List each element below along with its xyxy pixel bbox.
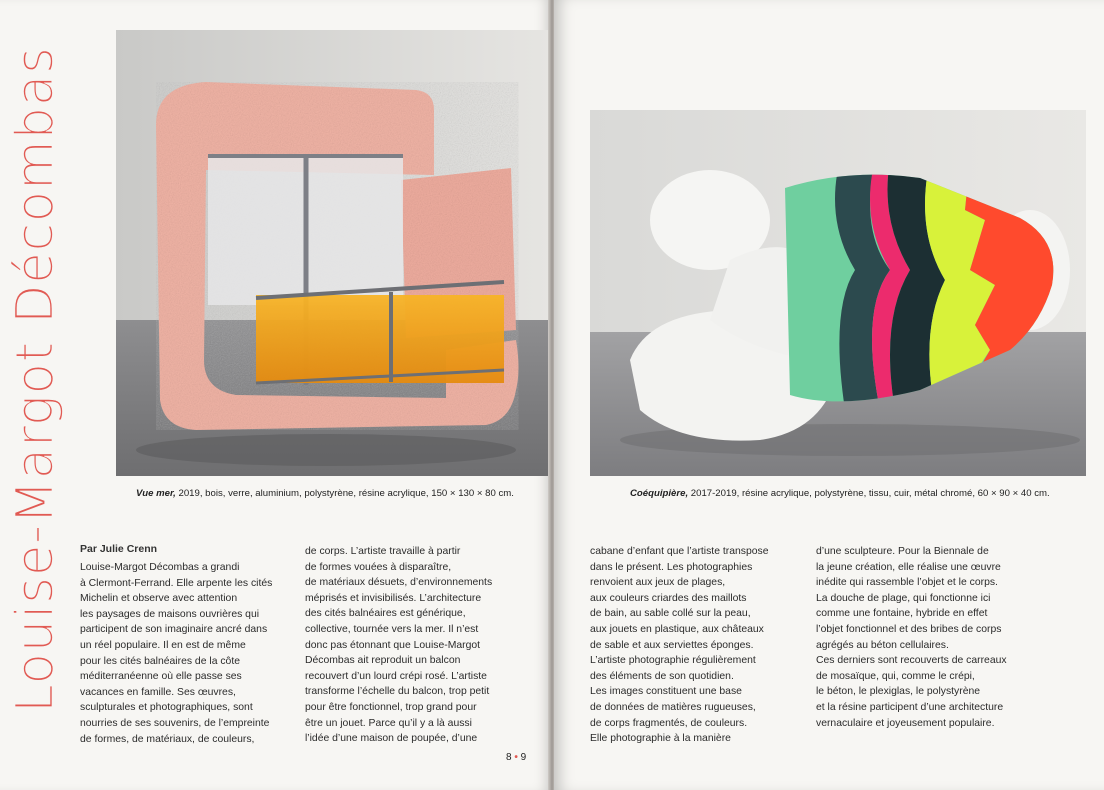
text-line: d’une sculpteure. Pour la Biennale de [816,546,989,557]
artwork-details-right: 2017-2019, résine acrylique, polystyrène, tissu, cuir, métal chromé, 60 × 90 × 40 cm. [688,488,1050,499]
text-line: un réel populaire. Il en est de même [80,639,246,651]
text-line: sculpturales et photographiques, sont [80,702,253,714]
text-column-1 [80,560,272,747]
text-line: de formes vouées à disparaître, [305,561,452,573]
text-line: de corps fragmentés, de couleurs. [590,717,748,729]
caption-left [136,488,514,499]
page-separator-dot: • [514,752,518,763]
artwork-title-left: Vue mer, [136,488,176,499]
text-line: Elle photographie à la manière [590,733,731,745]
left-page [0,0,550,790]
text-line: vacances en famille. Ses œuvres, [80,686,236,698]
text-line: nourries de ses souvenirs, de l’empreinte [80,717,270,729]
text-line: de formes, de matériaux, de couleurs, [80,733,255,745]
text-line: des éléments de son quotidien. [590,670,734,682]
text-line: comme une fontaine, hybride en effet [816,608,988,620]
text-line: les paysages de maisons ouvrières qui [80,608,260,620]
text-line: transforme l’échelle du balcon, trop petit [305,686,490,698]
artist-name-vertical-title: Louise-Margot Décombas [5,45,65,713]
text-line: Michelin et observe avec attention [80,593,238,605]
text-column-3 [590,544,769,747]
text-line: de bain, au sable collé sur la peau, [590,608,751,620]
text-line: de données de matières rugueuses, [590,701,756,713]
text-line: aux couleurs criardes des maillots [590,592,747,604]
text-line: Les images constituent une base [590,686,742,698]
text-line: donc pas étonnant que Louise-Margot [305,639,481,651]
text-line: La douche de plage, qui fonctionne ici [816,592,991,604]
artwork-details-left: 2019, bois, verre, aluminium, polystyrène, résine acrylique, 150 × 130 × 80 cm. [175,488,514,499]
text-line: Ces derniers sont recouverts de carreaux [816,655,1007,667]
page-number-left: 8 [506,752,512,763]
text-line: le béton, le plexiglas, le polystyrène [816,686,981,698]
text-line: pour être fonctionnel, trop grand pour [305,701,477,713]
text-line: recouvert d’un lourd crépi rosé. L’artiste [305,670,487,682]
caption-right [630,488,1050,499]
byline: Par Julie Crenn [80,543,158,555]
text-line: pour les cités balnéaires de la côte [80,655,240,667]
text-line: de matériaux désuets, d’environnements [305,577,493,589]
text-line: Décombas ait reproduit un balcon [305,655,461,667]
text-line: Louise-Margot Décombas a grandi [80,562,240,573]
text-line: participent de son imaginaire ancré dans [80,624,268,636]
text-line: collective, tournée vers la mer. Il n’est [305,623,479,635]
text-line: cabane d’enfant que l’artiste transpose [590,546,769,557]
text-line: la jeune création, elle réalise une œuvre [816,561,1001,573]
text-line: dans le présent. Les photographies [590,561,753,573]
text-line: L’artiste photographie régulièrement [590,655,756,667]
text-line: et la résine participent d’une architecture [816,701,1004,713]
photo-vue-mer [116,30,552,476]
text-line: de corps. L’artiste travaille à partir [305,546,461,557]
page-numbers [506,752,526,763]
page-number-right: 9 [520,752,527,763]
text-line: vernaculaire et joyeusement populaire. [816,717,995,729]
text-column-2 [305,544,492,747]
text-line: de mosaïque, qui, comme le crépi, [816,670,975,682]
right-page [554,0,1104,790]
text-line: l’idée d’une maison de poupée, d’une [305,733,478,745]
text-line: agrégés au béton cellulaires. [816,639,949,651]
text-line: méprisés et invisibilisés. L’architecture [305,592,482,604]
text-line: de sable et aux serviettes éponges. [590,639,754,651]
text-column-4 [816,544,1007,731]
photo-coequipiere [590,110,1086,476]
text-line: des cités balnéaires est générique, [305,608,466,620]
text-line: l’objet fonctionnel et des bribes de corps [816,623,1002,635]
artwork-title-right: Coéquipière, [630,488,689,499]
text-line: à Clermont-Ferrand. Elle arpente les cités [80,577,273,589]
text-line: renvoient aux jeux de plages, [590,577,726,589]
text-line: inédite qui rassemble l’objet et le corps. [816,577,998,589]
text-line: méditerranéenne où elle passe ses [80,671,242,683]
text-line: aux jouets en plastique, aux châteaux [590,623,764,635]
text-line: être un jouet. Parce qu’il y a là aussi [305,717,472,729]
